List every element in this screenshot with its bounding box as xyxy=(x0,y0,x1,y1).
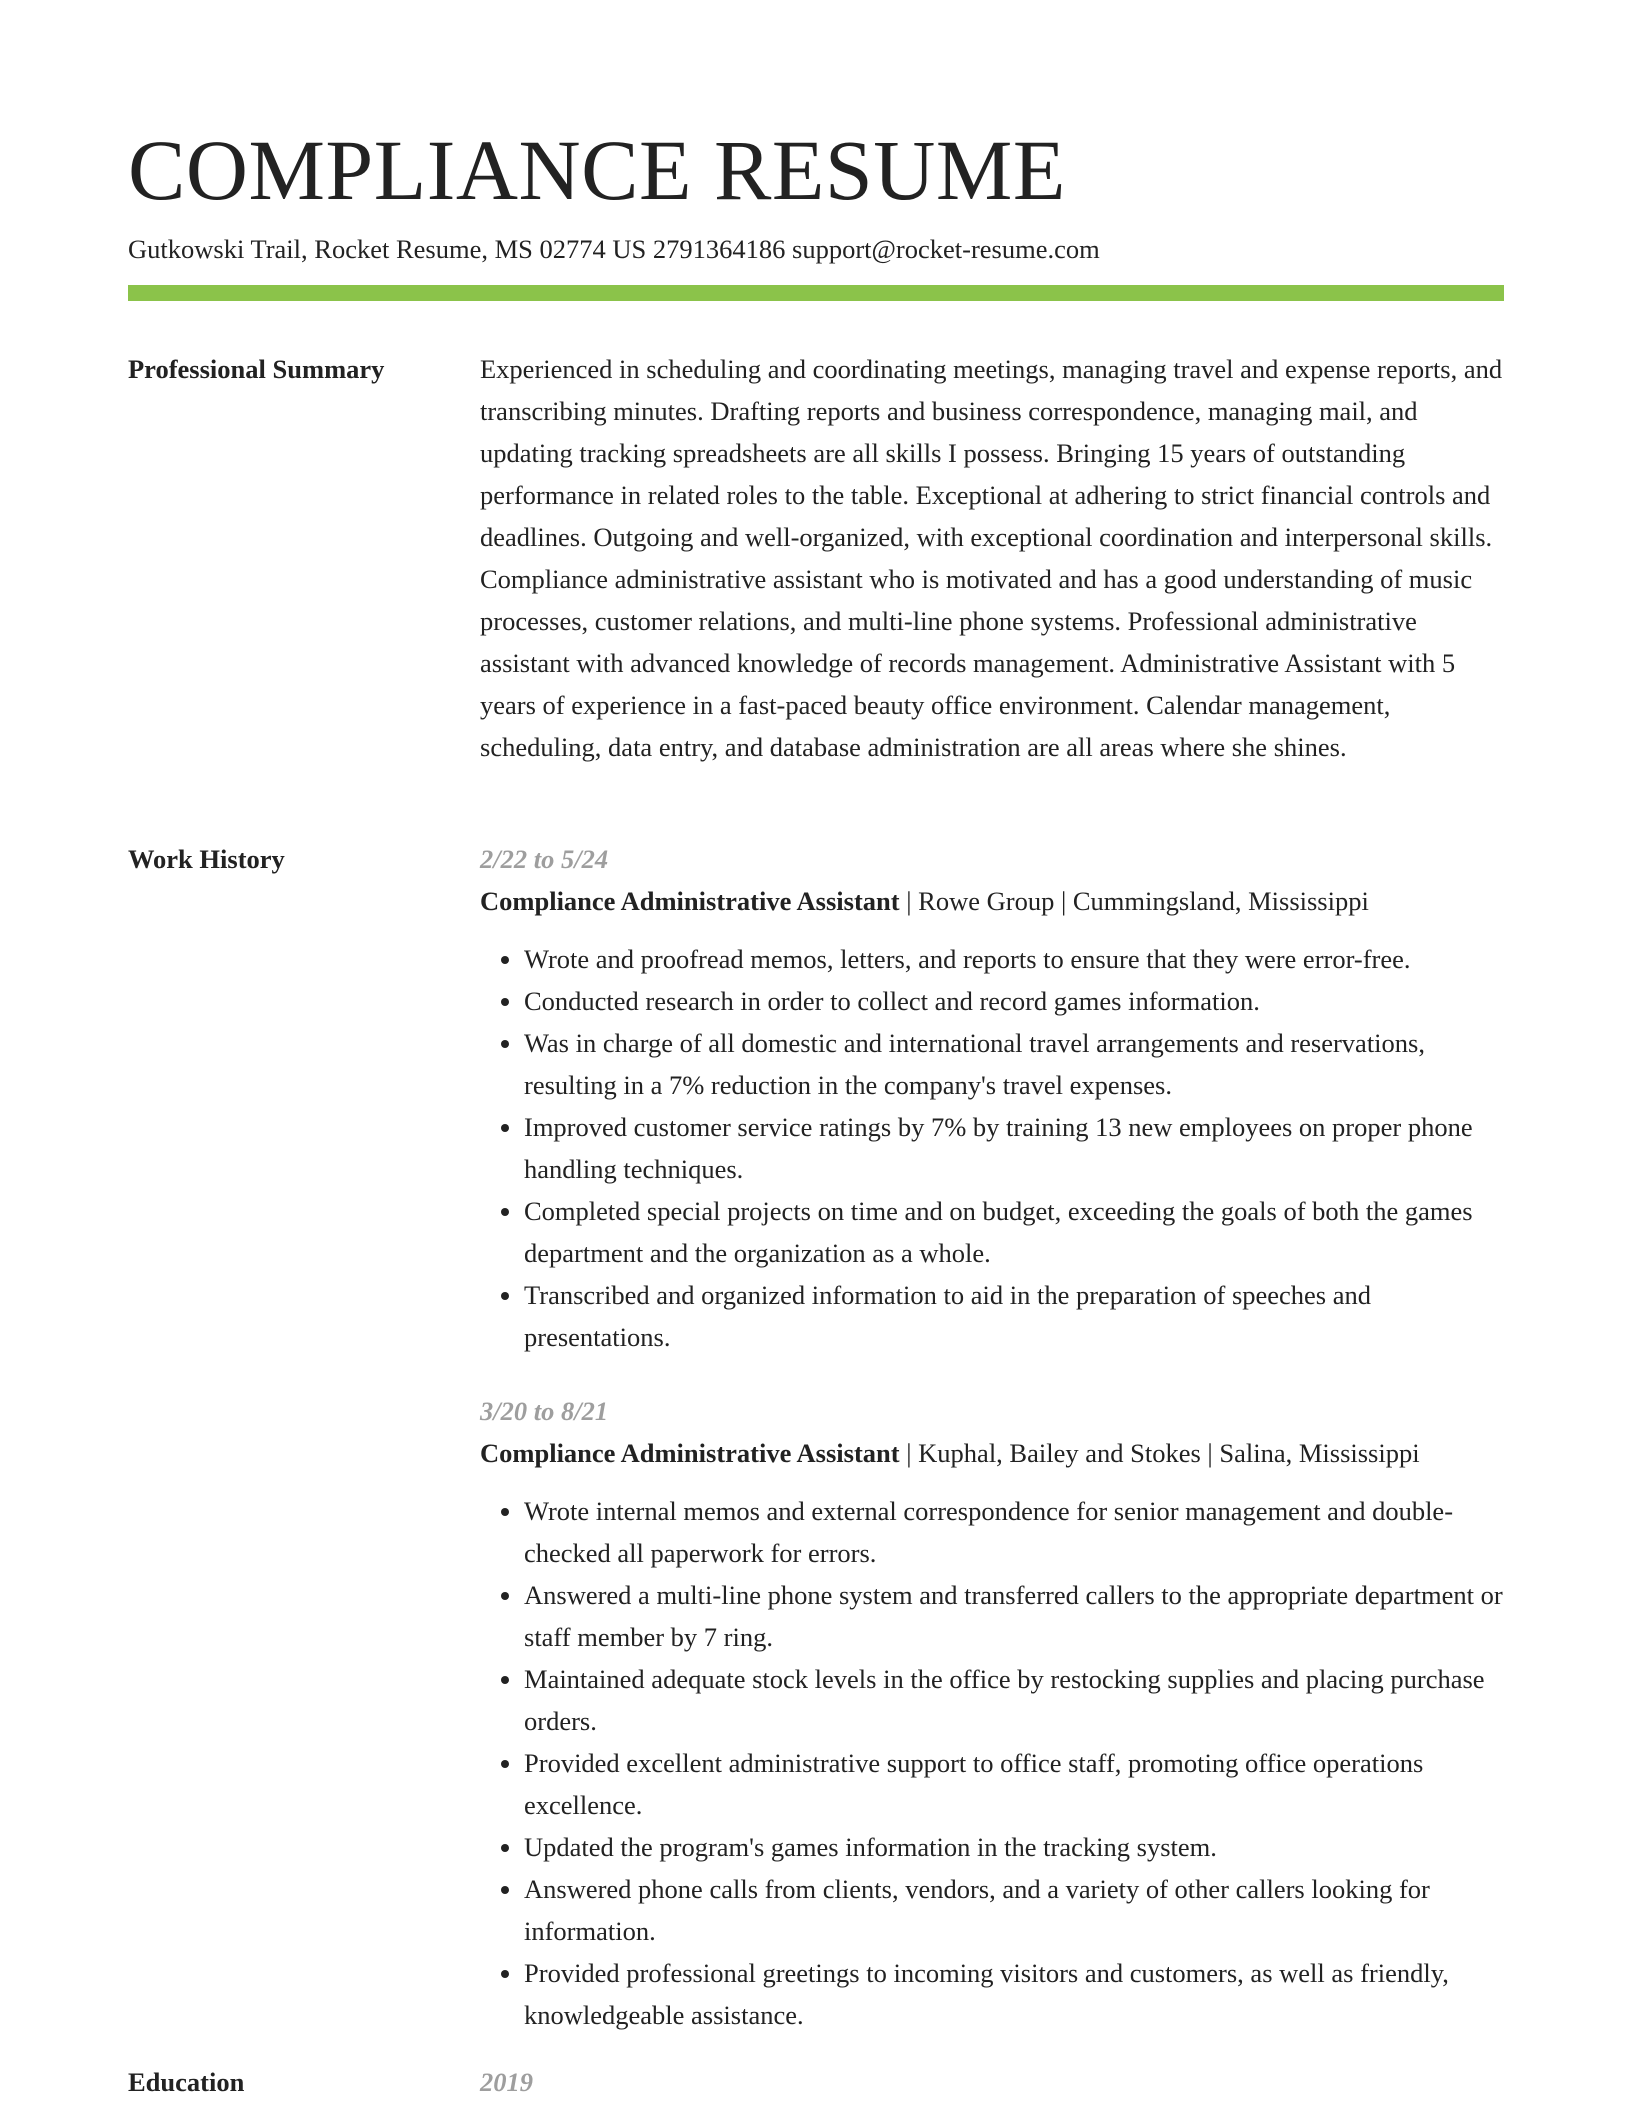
resume-title: COMPLIANCE RESUME xyxy=(128,122,1066,218)
summary-text: Experienced in scheduling and coordinating meetings, managing travel and expense reports, and transcribing minutes. Drafting reports and business correspondence, managing mail, and updating tracking spreadsheets are all skills I possess. Bringing 15 years of outstanding performance in related roles to the table. Exceptional at adhering to strict financial controls and deadlines. Outgoing and well-organized, with exceptional coordination and interpersonal skills. Compliance administrative assistant who is motivated and has a good understanding of music processes, customer relations, and multi-line phone systems. Professional administrative assistant with advanced knowledge of records management. Administrative Assistant with 5 years of experience in a fast-paced beauty office environment. Calendar management, scheduling, data entry, and database administration are all areas where she shines. xyxy=(480,354,1503,762)
duty-item: • Answered phone calls from clients, vendors, and a variety of other callers looking for information. xyxy=(524,1868,1504,1952)
duty-item: • Provided professional greetings to incoming visitors and customers, as well as friendly, knowledgeable assistance. xyxy=(524,1952,1504,2036)
job-duties-list xyxy=(480,1490,1504,2036)
job-duties-list xyxy=(480,938,1504,1358)
work-history-body xyxy=(480,838,1504,2064)
education-body xyxy=(480,2061,1504,2103)
contact-line: Gutkowski Trail, Rocket Resume, MS 02774 US 2791364186 support@rocket-resume.com xyxy=(128,234,1100,264)
job-title: Compliance Administrative Assistant xyxy=(480,1438,900,1468)
duty-item: • Improved customer service ratings by 7% by training 13 new employees on proper phone handling techniques. xyxy=(524,1106,1504,1190)
duty-item: • Answered a multi-line phone system and transferred callers to the appropriate department or staff member by 7 ring. xyxy=(524,1574,1504,1658)
duty-item: • Updated the program's games information in the tracking system. xyxy=(524,1826,1504,1868)
job-title-line xyxy=(480,880,1504,922)
duty-item: • Transcribed and organized information to aid in the preparation of speeches and presentations. xyxy=(524,1274,1504,1358)
job-employer-location: | Rowe Group | Cummingsland, Mississippi xyxy=(899,886,1369,916)
job-entry xyxy=(480,1390,1504,2036)
job-dates: 3/20 to 8/21 xyxy=(480,1396,609,1426)
duty-item: • Wrote and proofread memos, letters, and reports to ensure that they were error-free. xyxy=(524,938,1504,980)
job-dates: 2/22 to 5/24 xyxy=(480,844,609,874)
duty-item: • Completed special projects on time and on budget, exceeding the goals of both the games department and the organization as a whole. xyxy=(524,1190,1504,1274)
job-title: Compliance Administrative Assistant xyxy=(480,886,900,916)
summary-heading: Professional Summary xyxy=(128,354,385,384)
job-employer-location: | Kuphal, Bailey and Stokes | Salina, Mississippi xyxy=(899,1438,1420,1468)
education-dates: 2019 xyxy=(480,2067,533,2097)
work-history-heading: Work History xyxy=(128,844,285,874)
education-heading: Education xyxy=(128,2067,245,2097)
duty-item: • Conducted research in order to collect and record games information. xyxy=(524,980,1504,1022)
job-title-line xyxy=(480,1432,1504,1474)
duty-item: • Provided excellent administrative support to office staff, promoting office operations excellence. xyxy=(524,1742,1504,1826)
summary-body xyxy=(480,348,1504,768)
duty-item: • Wrote internal memos and external correspondence for senior management and double-checked all paperwork for errors. xyxy=(524,1490,1504,1574)
duty-item: • Was in charge of all domestic and international travel arrangements and reservations, resulting in a 7% reduction in the company's travel expenses. xyxy=(524,1022,1504,1106)
duty-item: • Maintained adequate stock levels in the office by restocking supplies and placing purchase orders. xyxy=(524,1658,1504,1742)
accent-divider xyxy=(128,285,1504,301)
job-entry xyxy=(480,838,1504,1358)
